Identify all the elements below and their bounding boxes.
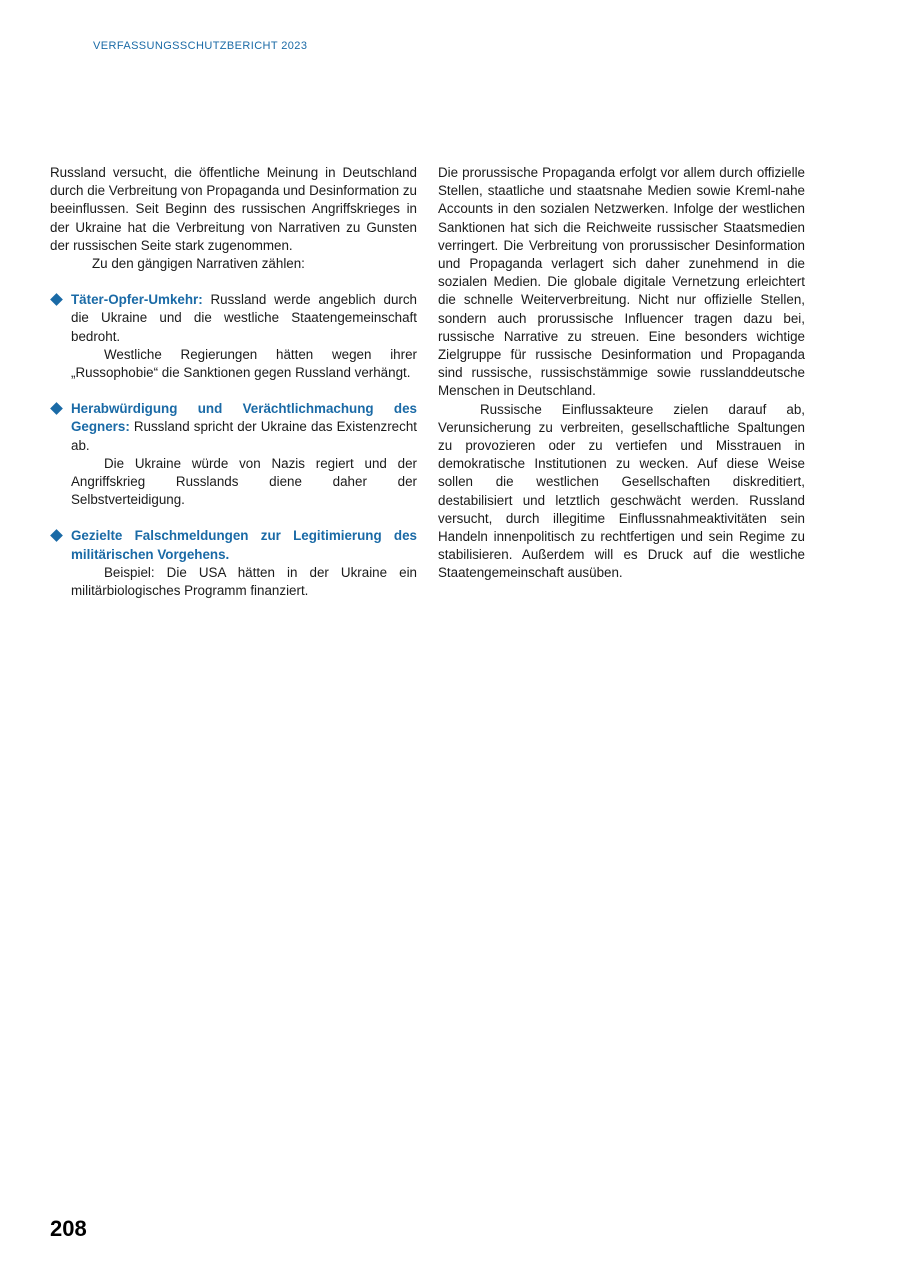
running-header: VERFASSUNGSSCHUTZBERICHT 2023	[93, 40, 308, 52]
right-column	[438, 164, 805, 583]
narrative-example: Beispiel: Die USA hätten in der Ukraine ein militärbiologisches Programm finanziert.	[71, 564, 417, 599]
narrative-title: Gezielte Falschmeldungen zur Legitimierung des militärischen Vorgehens.	[71, 528, 417, 562]
left-column	[50, 164, 417, 600]
intro-paragraph: Russland versucht, die öffentliche Meinung in Deutschland durch die Verbreitung von Propaganda und Desinformation zu beeinflussen. Seit Beginn des russischen Angriffskrieges in der Ukraine hat die Verbreitung von Narrativen zu Gunsten der russischen Seite stark zugenommen.	[50, 165, 417, 253]
influence-actors-paragraph: Russische Einflussakteure zielen darauf ab, Verunsicherung zu verbreiten, gesellschaftliche Spaltungen zu provozieren oder zu vertiefen und Misstrauen in demokratische Institutionen zu wecken. Auf diese Weise sollen die westlichen Gesellschaften diskreditiert, destabilisiert und letztlich geschwächt werden. Russland versucht, durch illegitime Einflussnahmeaktivitäten sein Handeln innenpolitisch zu rechtfertigen und sein Regime zu stabilisieren. Außerdem will es Druck auf die westliche Staatengemeinschaft ausüben.	[438, 401, 805, 581]
propaganda-paragraph: Die prorussische Propaganda erfolgt vor allem durch offizielle Stellen, staatliche und staatsnahe Medien sowie Kreml-nahe Accounts in den sozialen Netzwerken. Infolge der westlichen Sanktionen hat sich die Reichweite russischer Staatsmedien verringert. Die Verbreitung von prorussischer Desinformation und Propaganda verlagert sich daher zunehmend in die sozialen Medien. Die globale digitale Vernetzung erleichtert die schnelle Weiterverbreitung. Nicht nur offizielle Stellen, sondern auch prorussische Influencer tragen dazu bei, russische Narrative zu streuen. Eine besonders wichtige Zielgruppe für russische Desinformation und Propaganda sind russische, russischstämmige sowie russlanddeutsche Menschen in Deutschland.	[438, 165, 805, 399]
narrative-example: Westliche Regierungen hätten wegen ihrer „Russophobie“ die Sanktionen gegen Russland verhängt.	[71, 346, 417, 381]
narrative-bullet-3	[50, 527, 417, 600]
narrative-title: Täter-Opfer-Umkehr:	[71, 292, 203, 308]
diamond-bullet-icon	[50, 402, 63, 415]
narrative-bullet-1	[50, 291, 417, 382]
narratives-lead-in: Zu den gängigen Narrativen zählen:	[92, 256, 305, 272]
narrative-title: Herabwürdigung und Verächtlichmachung des Gegners:	[71, 401, 417, 435]
narrative-bullet-2	[50, 400, 417, 509]
diamond-bullet-icon	[50, 293, 63, 306]
narrative-text: Russland werde angeblich durch die Ukraine und die westliche Staatengemeinschaft bedroht.	[71, 292, 417, 344]
narrative-text: Russland spricht der Ukraine das Existenzrecht ab.	[71, 419, 417, 453]
page-number: 208	[50, 1216, 87, 1241]
narrative-example: Die Ukraine würde von Nazis regiert und der Angriffskrieg Russlands diene daher der Selbstverteidigung.	[71, 455, 417, 508]
diamond-bullet-icon	[50, 530, 63, 543]
